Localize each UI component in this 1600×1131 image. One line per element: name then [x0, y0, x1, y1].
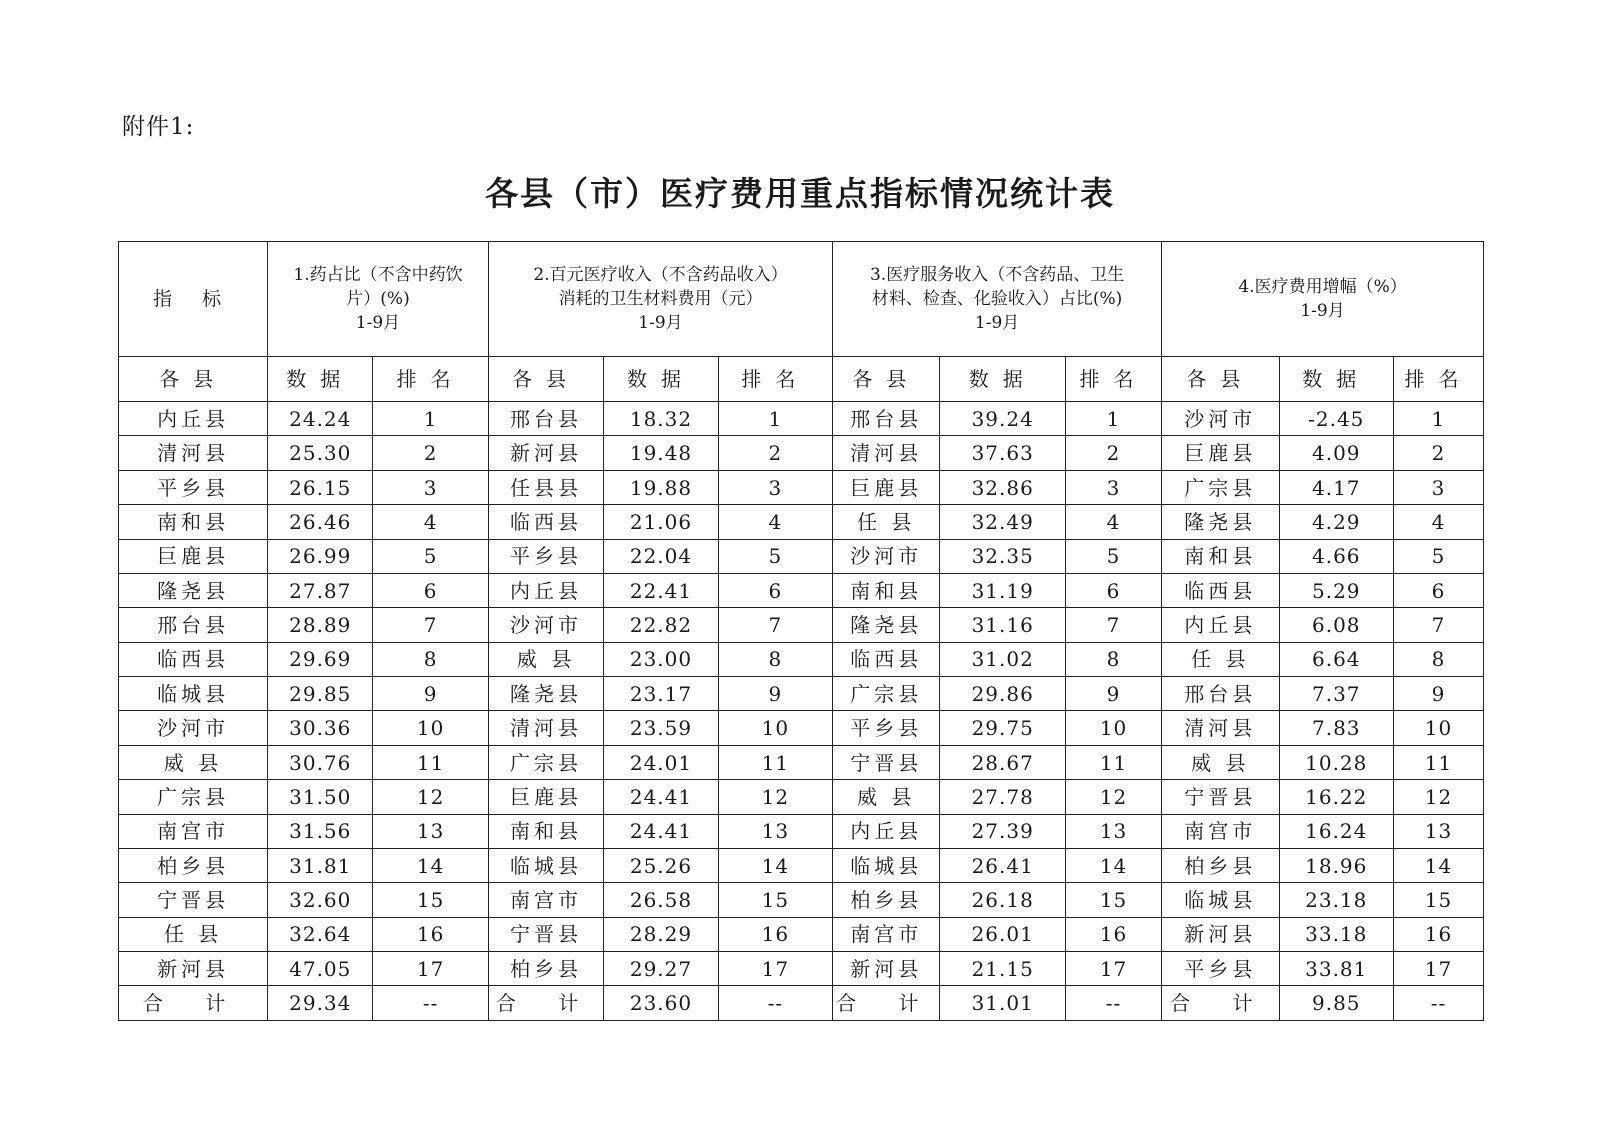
cell-rank: 3: [1393, 470, 1483, 504]
table-row: [119, 883, 1484, 917]
total-row: [119, 986, 1484, 1021]
cell-county: 柏乡县: [119, 848, 268, 882]
cell-county: 邢台县: [119, 608, 268, 642]
cell-rank: 8: [373, 642, 488, 676]
cell-value: 19.88: [604, 470, 718, 504]
cell-county: 威 县: [488, 642, 603, 676]
cell-rank: --: [373, 986, 488, 1021]
cell-value: 26.15: [268, 470, 373, 504]
cell-value: 30.36: [268, 711, 373, 745]
table-row: [119, 745, 1484, 779]
cell-county: 任 县: [833, 505, 940, 539]
cell-county: 宁晋县: [119, 883, 268, 917]
cell-value: 23.59: [604, 711, 718, 745]
cell-rank: 2: [1066, 436, 1162, 470]
cell-rank: 6: [718, 573, 832, 607]
subheader-value: 数据: [268, 356, 373, 401]
cell-rank: 7: [1066, 608, 1162, 642]
cell-county: 巨鹿县: [833, 470, 940, 504]
cell-value: 28.89: [268, 608, 373, 642]
subheader-value: 数据: [1279, 356, 1393, 401]
cell-county: 临西县: [833, 642, 940, 676]
cell-value: 32.49: [940, 505, 1066, 539]
cell-county: 任 县: [119, 917, 268, 951]
cell-rank: 10: [718, 711, 832, 745]
cell-county: 临西县: [119, 642, 268, 676]
cell-county: 合 计: [1162, 986, 1279, 1021]
cell-county: 沙河市: [833, 539, 940, 573]
cell-rank: 16: [1393, 917, 1483, 951]
cell-rank: 11: [373, 745, 488, 779]
cell-rank: 15: [373, 883, 488, 917]
group-header-2-line2: 消耗的卫生材料费用（元）: [558, 288, 763, 309]
table-row: [119, 436, 1484, 470]
cell-county: 宁晋县: [833, 745, 940, 779]
cell-county: 巨鹿县: [119, 539, 268, 573]
cell-rank: 5: [718, 539, 832, 573]
cell-value: 39.24: [940, 402, 1066, 436]
table-subheader-row: [119, 356, 1484, 401]
cell-rank: 10: [1066, 711, 1162, 745]
cell-rank: 4: [1393, 505, 1483, 539]
cell-rank: 7: [1393, 608, 1483, 642]
cell-value: 31.16: [940, 608, 1066, 642]
cell-value: 29.85: [268, 677, 373, 711]
cell-rank: 4: [373, 505, 488, 539]
cell-value: 23.18: [1279, 883, 1393, 917]
subheader-rank: 排名: [1393, 356, 1483, 401]
cell-county: 清河县: [488, 711, 603, 745]
cell-value: 22.04: [604, 539, 718, 573]
cell-value: 47.05: [268, 952, 373, 986]
cell-value: 10.28: [1279, 745, 1393, 779]
cell-value: 4.17: [1279, 470, 1393, 504]
group-header-1: [268, 242, 489, 357]
cell-county: 威 县: [1162, 745, 1279, 779]
subheader-rank: 排名: [718, 356, 832, 401]
cell-rank: 14: [1393, 848, 1483, 882]
cell-county: 临城县: [488, 848, 603, 882]
cell-rank: 9: [718, 677, 832, 711]
cell-county: 南宫市: [119, 814, 268, 848]
cell-rank: 5: [1066, 539, 1162, 573]
cell-county: 清河县: [119, 436, 268, 470]
cell-value: 9.85: [1279, 986, 1393, 1021]
cell-value: 27.39: [940, 814, 1066, 848]
cell-county: 临西县: [1162, 573, 1279, 607]
cell-value: 22.82: [604, 608, 718, 642]
cell-value: 21.06: [604, 505, 718, 539]
cell-rank: 14: [373, 848, 488, 882]
cell-rank: 1: [1066, 402, 1162, 436]
cell-value: 19.48: [604, 436, 718, 470]
cell-county: 南宫市: [833, 917, 940, 951]
cell-rank: 10: [1393, 711, 1483, 745]
cell-county: 邢台县: [488, 402, 603, 436]
cell-value: 4.29: [1279, 505, 1393, 539]
cell-rank: 12: [718, 780, 832, 814]
cell-rank: 3: [1066, 470, 1162, 504]
cell-value: 24.01: [604, 745, 718, 779]
cell-value: 24.24: [268, 402, 373, 436]
cell-value: 31.56: [268, 814, 373, 848]
cell-value: 25.30: [268, 436, 373, 470]
cell-rank: 15: [718, 883, 832, 917]
cell-value: 31.02: [940, 642, 1066, 676]
cell-county: 柏乡县: [488, 952, 603, 986]
cell-county: 南和县: [833, 573, 940, 607]
cell-value: 18.32: [604, 402, 718, 436]
table-row: [119, 952, 1484, 986]
cell-value: 21.15: [940, 952, 1066, 986]
cell-value: 29.75: [940, 711, 1066, 745]
group-header-4-line1: 4.医疗费用增幅（%）: [1238, 276, 1407, 297]
cell-value: 28.29: [604, 917, 718, 951]
attachment-label: 附件1:: [122, 114, 195, 140]
cell-value: 27.78: [940, 780, 1066, 814]
cell-rank: 13: [1066, 814, 1162, 848]
table-header-row: [119, 242, 1484, 357]
cell-county: 隆尧县: [1162, 505, 1279, 539]
cell-rank: 7: [373, 608, 488, 642]
cell-value: 7.37: [1279, 677, 1393, 711]
cell-rank: --: [1393, 986, 1483, 1021]
cell-value: 29.34: [268, 986, 373, 1021]
cell-value: 30.76: [268, 745, 373, 779]
cell-county: 平乡县: [1162, 952, 1279, 986]
cell-rank: 17: [718, 952, 832, 986]
cell-value: 31.19: [940, 573, 1066, 607]
cell-county: 清河县: [1162, 711, 1279, 745]
cell-value: 31.50: [268, 780, 373, 814]
cell-rank: 1: [1393, 402, 1483, 436]
table-row: [119, 402, 1484, 436]
cell-value: 31.01: [940, 986, 1066, 1021]
cell-value: 32.86: [940, 470, 1066, 504]
cell-value: -2.45: [1279, 402, 1393, 436]
cell-county: 新河县: [833, 952, 940, 986]
cell-county: 南宫市: [488, 883, 603, 917]
cell-value: 26.01: [940, 917, 1066, 951]
group-header-4-period: 1-9月: [1300, 300, 1345, 321]
cell-rank: 4: [718, 505, 832, 539]
cell-rank: 3: [718, 470, 832, 504]
cell-rank: 12: [373, 780, 488, 814]
group-header-3-period: 1-9月: [974, 312, 1020, 333]
table-row: [119, 677, 1484, 711]
cell-value: 27.87: [268, 573, 373, 607]
cell-county: 隆尧县: [833, 608, 940, 642]
cell-rank: 1: [718, 402, 832, 436]
group-header-2: [488, 242, 832, 357]
cell-county: 隆尧县: [488, 677, 603, 711]
cell-county: 平乡县: [833, 711, 940, 745]
cell-rank: 2: [373, 436, 488, 470]
cell-county: 沙河市: [119, 711, 268, 745]
cell-county: 广宗县: [833, 677, 940, 711]
table-row: [119, 608, 1484, 642]
cell-county: 威 县: [833, 780, 940, 814]
cell-value: 26.46: [268, 505, 373, 539]
cell-rank: 16: [373, 917, 488, 951]
cell-county: 任县县: [488, 470, 603, 504]
cell-county: 新河县: [119, 952, 268, 986]
cell-county: 沙河市: [1162, 402, 1279, 436]
cell-value: 33.18: [1279, 917, 1393, 951]
group-header-4: [1162, 242, 1484, 357]
subheader-value: 数据: [940, 356, 1066, 401]
cell-county: 沙河市: [488, 608, 603, 642]
group-header-2-period: 1-9月: [638, 312, 683, 333]
cell-rank: 8: [1393, 642, 1483, 676]
cell-county: 新河县: [1162, 917, 1279, 951]
cell-rank: 15: [1066, 883, 1162, 917]
indicator-label: 指 标: [119, 242, 268, 357]
cell-value: 32.64: [268, 917, 373, 951]
cell-rank: 15: [1393, 883, 1483, 917]
cell-rank: 17: [373, 952, 488, 986]
cell-county: 内丘县: [1162, 608, 1279, 642]
cell-value: 26.99: [268, 539, 373, 573]
cell-value: 16.22: [1279, 780, 1393, 814]
cell-county: 合 计: [833, 986, 940, 1021]
cell-value: 5.29: [1279, 573, 1393, 607]
cell-rank: 11: [718, 745, 832, 779]
group-header-3: [833, 242, 1162, 357]
cell-value: 16.24: [1279, 814, 1393, 848]
table-row: [119, 470, 1484, 504]
cell-county: 临西县: [488, 505, 603, 539]
table-row: [119, 711, 1484, 745]
cell-rank: 5: [1393, 539, 1483, 573]
cell-county: 合 计: [119, 986, 268, 1021]
cell-county: 邢台县: [833, 402, 940, 436]
group-header-1-line1: 1.药占比（不含中药饮: [293, 264, 463, 285]
subheader-county: 各县: [1162, 356, 1279, 401]
cell-rank: 13: [718, 814, 832, 848]
cell-value: 26.41: [940, 848, 1066, 882]
cell-county: 邢台县: [1162, 677, 1279, 711]
cell-value: 26.18: [940, 883, 1066, 917]
cell-value: 23.17: [604, 677, 718, 711]
cell-county: 南宫市: [1162, 814, 1279, 848]
cell-county: 清河县: [833, 436, 940, 470]
cell-rank: 9: [1066, 677, 1162, 711]
cell-county: 柏乡县: [1162, 848, 1279, 882]
cell-rank: 13: [1393, 814, 1483, 848]
cell-rank: 12: [1393, 780, 1483, 814]
cell-rank: 17: [1066, 952, 1162, 986]
cell-value: 4.09: [1279, 436, 1393, 470]
cell-county: 内丘县: [833, 814, 940, 848]
group-header-3-line2: 材料、检查、化验收入）占比(%): [871, 288, 1123, 309]
cell-value: 6.64: [1279, 642, 1393, 676]
table-row: [119, 814, 1484, 848]
cell-value: 32.35: [940, 539, 1066, 573]
cell-rank: 14: [1066, 848, 1162, 882]
subheader-county: 各县: [488, 356, 603, 401]
subheader-rank: 排名: [373, 356, 488, 401]
statistics-table: [118, 241, 1484, 1021]
table-row: [119, 539, 1484, 573]
cell-rank: 9: [373, 677, 488, 711]
subheader-rank: 排名: [1066, 356, 1162, 401]
cell-value: 7.83: [1279, 711, 1393, 745]
cell-rank: 6: [373, 573, 488, 607]
cell-rank: 10: [373, 711, 488, 745]
cell-value: 4.66: [1279, 539, 1393, 573]
group-header-1-line2: 片）(%): [346, 288, 410, 309]
group-header-1-period: 1-9月: [355, 312, 401, 333]
cell-rank: --: [1066, 986, 1162, 1021]
cell-rank: 12: [1066, 780, 1162, 814]
cell-value: 28.67: [940, 745, 1066, 779]
cell-value: 26.58: [604, 883, 718, 917]
cell-county: 内丘县: [488, 573, 603, 607]
cell-value: 22.41: [604, 573, 718, 607]
subheader-value: 数据: [604, 356, 718, 401]
cell-county: 临城县: [833, 848, 940, 882]
group-header-2-line1: 2.百元医疗收入（不含药品收入）: [533, 264, 788, 285]
cell-county: 合 计: [488, 986, 603, 1021]
group-header-3-line1: 3.医疗服务收入（不含药品、卫生: [869, 264, 1125, 285]
cell-value: 18.96: [1279, 848, 1393, 882]
cell-county: 南和县: [1162, 539, 1279, 573]
cell-county: 宁晋县: [1162, 780, 1279, 814]
cell-value: 31.81: [268, 848, 373, 882]
table-row: [119, 573, 1484, 607]
subheader-county: 各县: [833, 356, 940, 401]
cell-county: 南和县: [488, 814, 603, 848]
cell-county: 临城县: [1162, 883, 1279, 917]
table-row: [119, 848, 1484, 882]
table-row: [119, 642, 1484, 676]
cell-county: 南和县: [119, 505, 268, 539]
cell-rank: 11: [1393, 745, 1483, 779]
cell-county: 巨鹿县: [1162, 436, 1279, 470]
cell-value: 29.69: [268, 642, 373, 676]
cell-value: 23.00: [604, 642, 718, 676]
table-row: [119, 780, 1484, 814]
cell-rank: 6: [1393, 573, 1483, 607]
subheader-county: 各县: [119, 356, 268, 401]
cell-value: 23.60: [604, 986, 718, 1021]
cell-county: 任 县: [1162, 642, 1279, 676]
cell-value: 24.41: [604, 780, 718, 814]
cell-rank: 9: [1393, 677, 1483, 711]
cell-value: 24.41: [604, 814, 718, 848]
cell-county: 巨鹿县: [488, 780, 603, 814]
table-row: [119, 505, 1484, 539]
cell-rank: 16: [718, 917, 832, 951]
cell-value: 37.63: [940, 436, 1066, 470]
cell-rank: 14: [718, 848, 832, 882]
cell-rank: 1: [373, 402, 488, 436]
cell-rank: 5: [373, 539, 488, 573]
cell-county: 广宗县: [1162, 470, 1279, 504]
cell-rank: 6: [1066, 573, 1162, 607]
cell-county: 宁晋县: [488, 917, 603, 951]
cell-rank: 16: [1066, 917, 1162, 951]
cell-value: 32.60: [268, 883, 373, 917]
cell-value: 25.26: [604, 848, 718, 882]
cell-county: 广宗县: [488, 745, 603, 779]
cell-rank: 4: [1066, 505, 1162, 539]
cell-rank: 17: [1393, 952, 1483, 986]
cell-value: 29.27: [604, 952, 718, 986]
cell-rank: --: [718, 986, 832, 1021]
cell-county: 柏乡县: [833, 883, 940, 917]
cell-county: 临城县: [119, 677, 268, 711]
cell-county: 内丘县: [119, 402, 268, 436]
cell-rank: 3: [373, 470, 488, 504]
cell-county: 威 县: [119, 745, 268, 779]
cell-rank: 13: [373, 814, 488, 848]
table-row: [119, 917, 1484, 951]
cell-value: 29.86: [940, 677, 1066, 711]
cell-county: 平乡县: [488, 539, 603, 573]
cell-rank: 2: [1393, 436, 1483, 470]
cell-rank: 7: [718, 608, 832, 642]
cell-rank: 2: [718, 436, 832, 470]
cell-county: 平乡县: [119, 470, 268, 504]
cell-rank: 8: [1066, 642, 1162, 676]
cell-county: 广宗县: [119, 780, 268, 814]
cell-value: 6.08: [1279, 608, 1393, 642]
cell-rank: 11: [1066, 745, 1162, 779]
cell-county: 新河县: [488, 436, 603, 470]
cell-county: 隆尧县: [119, 573, 268, 607]
page-title: 各县（市）医疗费用重点指标情况统计表: [485, 174, 1115, 213]
cell-rank: 8: [718, 642, 832, 676]
cell-value: 33.81: [1279, 952, 1393, 986]
